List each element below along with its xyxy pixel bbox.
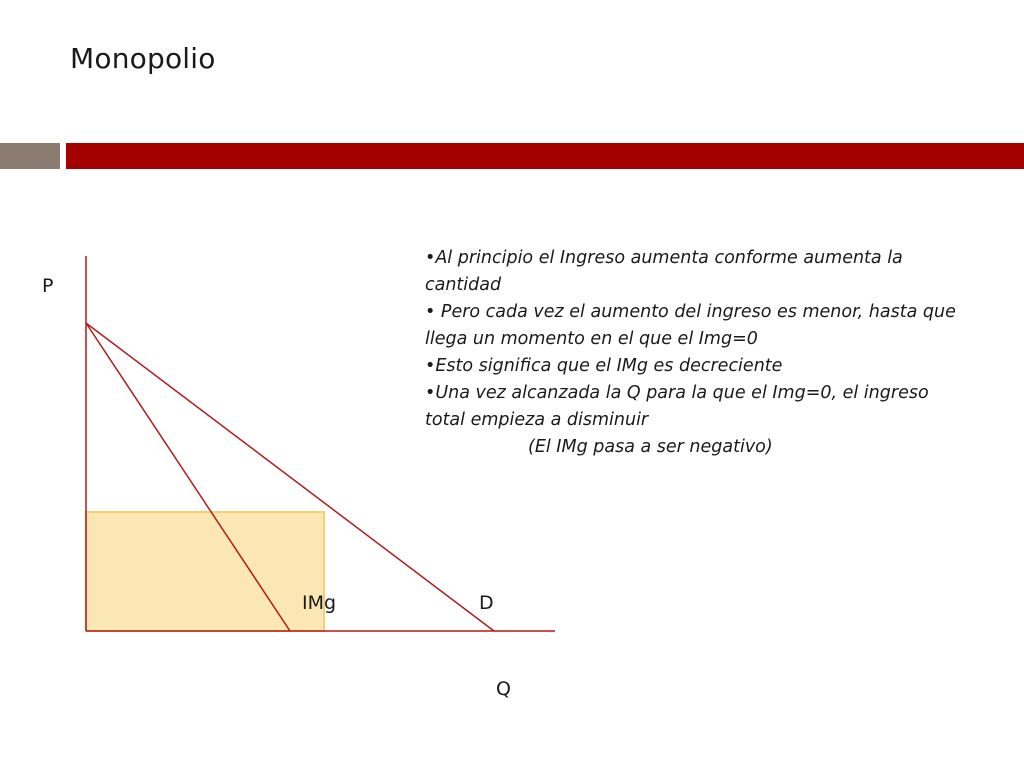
marginal-revenue-label: IMg xyxy=(302,592,337,614)
bullet-note: (El IMg pasa a ser negativo) xyxy=(528,437,773,457)
slide-title: Monopolio xyxy=(70,42,216,75)
bullet-item: •Esto significa que el IMg es decreciente xyxy=(425,356,783,376)
y-axis-label: P xyxy=(42,275,54,297)
bullet-item: •Una vez alcanzada la Q para la que el Img=0, el ingreso total empieza a disminuir xyxy=(425,383,929,430)
bullet-item: •Al principio el Ingreso aumenta conforme aumenta la cantidad xyxy=(425,248,903,295)
revenue-rectangle xyxy=(86,512,324,631)
bullet-item: • Pero cada vez el aumento del ingreso es menor, hasta que llega un momento en el que el Img=0 xyxy=(425,302,956,349)
demand-label: D xyxy=(479,592,494,614)
x-axis-label: Q xyxy=(496,678,511,700)
